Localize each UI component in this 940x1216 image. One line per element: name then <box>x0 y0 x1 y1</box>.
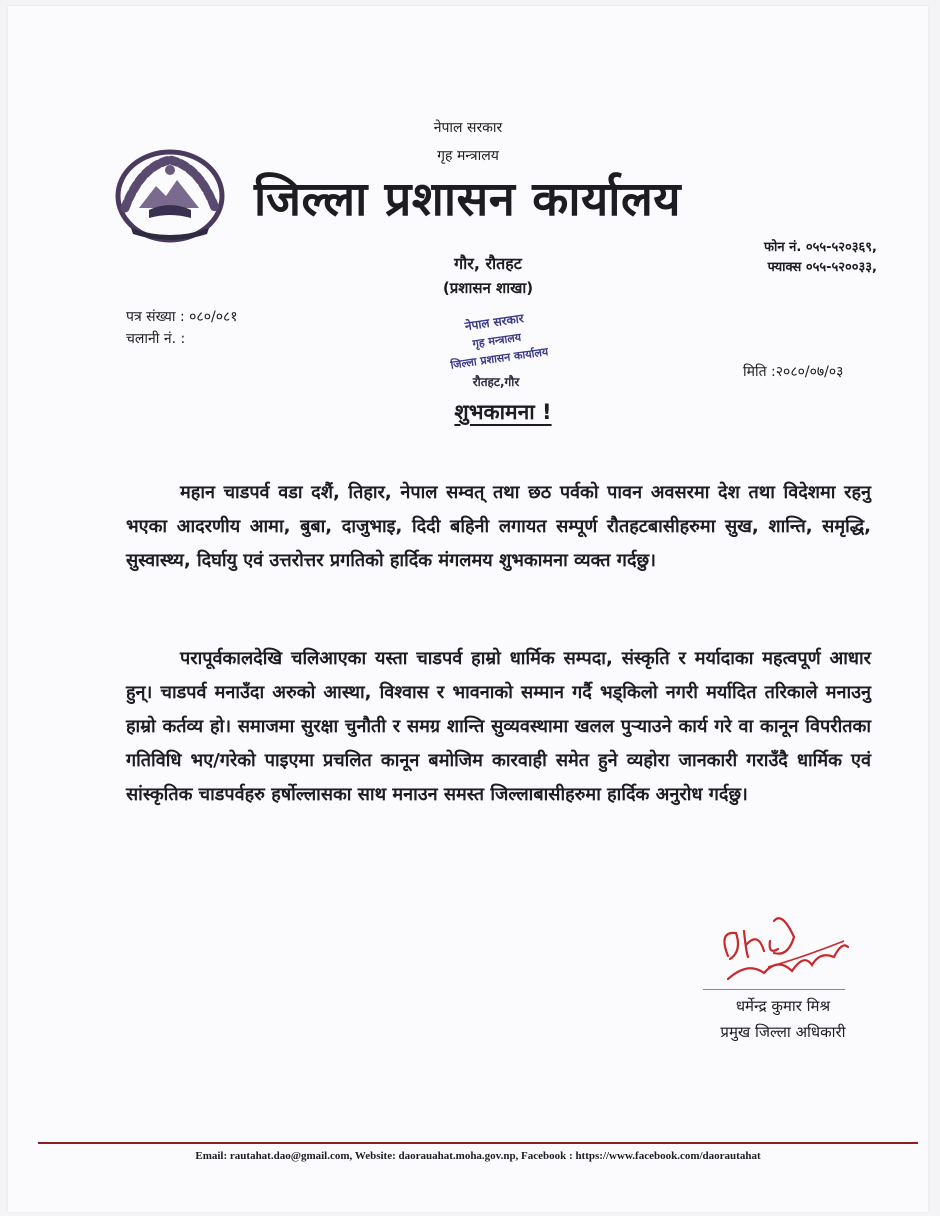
stamp-line-1: नेपाल सरकार <box>463 311 525 334</box>
nepal-emblem-icon <box>111 146 229 244</box>
contact-numbers <box>711 238 877 278</box>
fax-number: फ्याक्स ०५५-५२००३३, <box>767 260 877 275</box>
stamp-line-4: रौतहट,गौर <box>472 375 520 389</box>
office-section: (प्रशासन शाखा) <box>442 279 534 297</box>
office-location: गौर, रौतहट <box>454 254 522 273</box>
reference-number: पत्र संख्या : ०८०/०८१ <box>126 309 238 325</box>
stamp-line-2: गृह मन्त्रालय <box>471 330 522 351</box>
signatory-name: धर्मेन्द्र कुमार मिश्र <box>735 997 831 1015</box>
ministry-name: गृह मन्त्रालय <box>437 148 499 164</box>
signatory-title: प्रमुख जिल्ला अधिकारी <box>720 1023 846 1041</box>
footer-divider <box>38 1142 918 1144</box>
letter-page <box>8 6 928 1212</box>
phone-number: फोन नं. ०५५-५२०३६९, <box>764 240 877 255</box>
body-paragraph-2: परापूर्वकालदेखि चलिआएका यस्ता चाडपर्व हाम्रो धार्मिक सम्पदा, संस्कृति र मर्यादाका महत्वपूर्ण आधार हुन्। चाडपर्व मनाउँदा अरुको आस्था, विश्वास र भावनाको सम्मान गर्दै भड्किलो नगरी मर्यादित तरिकाले मनाउनु हाम्रो कर्तव्य हो। समाजमा सुरक्षा चुनौती र समग्र शान्ति सुव्यवस्थामा खलल पुर्‍याउने कार्य गरे वा कानून विपरीतका गतिविधि भए/गरेको पाइएमा प्रचलित कानून बमोजिम कारवाही समेत हुने व्यहोरा जानकारी गराउँदै धार्मिक एवं सांस्कृतिक चाडपर्वहरु हर्षोल्लासका साथ मनाउन समस्त जिल्लाबासीहरुमा हार्दिक अनुरोध गर्दछु। <box>126 648 871 805</box>
stamp-line-3: जिल्ला प्रशासन कार्यालय <box>449 345 549 372</box>
footer-contact: Email: rautahat.dao@gmail.com, Website: daorauahat.moha.gov.np, Facebook : https://www.facebook.com/daorautahat <box>195 1150 761 1162</box>
letter-heading: शुभकामना ! <box>454 400 552 424</box>
reference-block <box>126 306 238 350</box>
government-name: नेपाल सरकार <box>433 120 503 136</box>
office-title: जिल्ला प्रशासन कार्यालय <box>254 172 682 227</box>
body-paragraph-1: महान चाडपर्व वडा दशैं, तिहार, नेपाल सम्वत् तथा छठ पर्वको पावन अवसरमा देश तथा विदेशमा रहनु भएका आदरणीय आमा, बुबा, दाजुभाइ, दिदी बहिनी लगायत सम्पूर्ण रौतहटबासीहरुमा सुख, शान्ति, समृद्धि, सुस्वास्थ्य, दिर्घायु एवं उत्तरोत्तर प्रगतिको हार्दिक मंगलमय शुभकामना व्यक्त गर्दछु। <box>126 482 871 571</box>
dispatch-number: चलानी नं. : <box>126 331 186 347</box>
letter-date: मिति :२०८०/०७/०३ <box>743 364 844 380</box>
handwritten-signature <box>708 901 858 987</box>
office-stamp <box>428 306 568 392</box>
signature-line <box>703 989 845 990</box>
